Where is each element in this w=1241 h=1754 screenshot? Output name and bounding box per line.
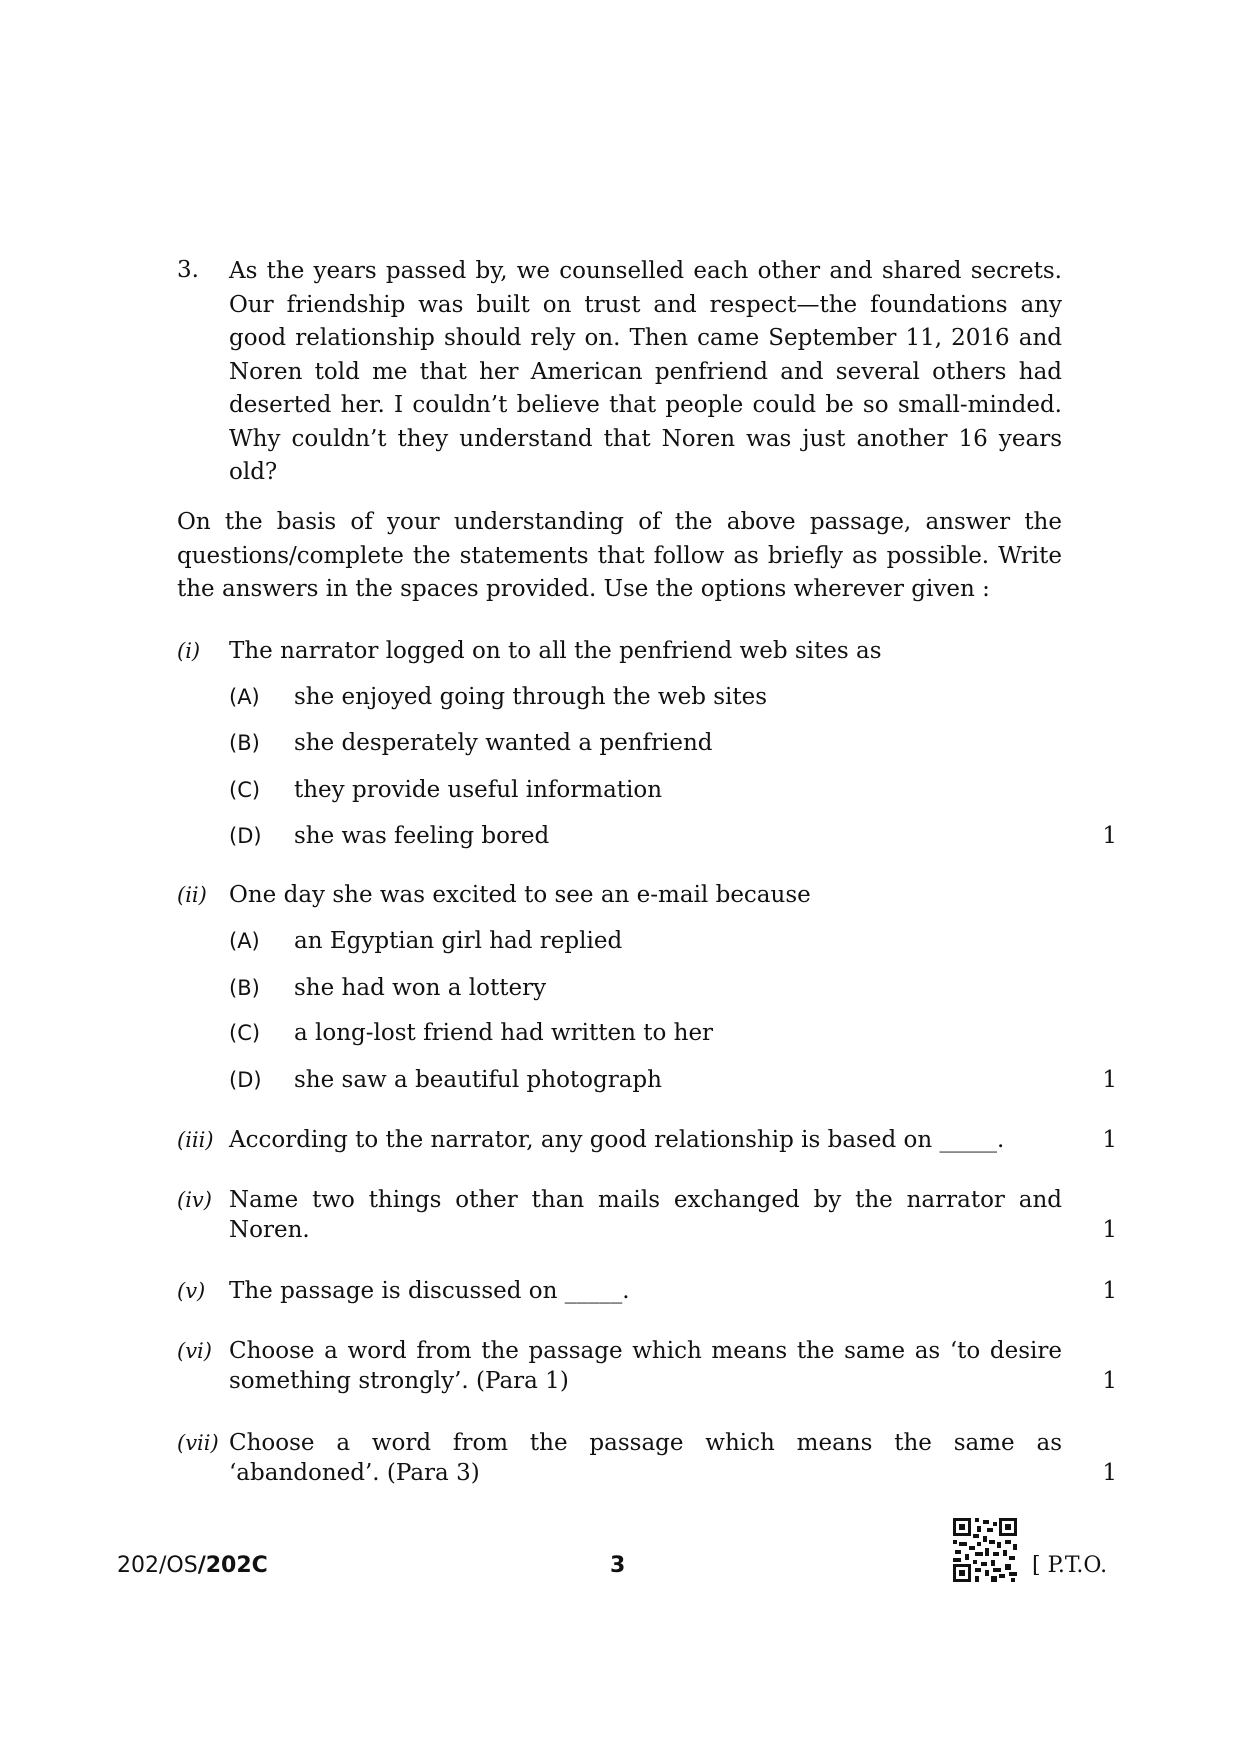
- option-label: (A): [229, 929, 260, 953]
- paper-code-prefix: 202/OS: [117, 1553, 198, 1578]
- paper-code-suffix: /202C: [197, 1553, 268, 1578]
- option-label: (B): [229, 731, 260, 755]
- option-label: (C): [229, 778, 261, 802]
- option-text: they provide useful information: [294, 777, 663, 803]
- marks: 1: [1102, 1368, 1117, 1394]
- question-number: (vii): [177, 1431, 219, 1455]
- question-text: One day she was excited to see an e-mail because: [229, 882, 811, 908]
- question-vii: [177, 1428, 1117, 1488]
- question-ii: [177, 880, 1117, 910]
- marks: 1: [1102, 1278, 1117, 1304]
- question-text: According to the narrator, any good relationship is based on _____.: [229, 1127, 1005, 1153]
- please-turn-over: [ P.T.O.: [1032, 1553, 1108, 1578]
- option-d-row: [177, 1065, 1117, 1095]
- option-text: she saw a beautiful photograph: [294, 1067, 662, 1093]
- question-text: The narrator logged on to all the penfriend web sites as: [229, 638, 882, 664]
- marks: 1: [1102, 1460, 1117, 1486]
- question-text: Name two things other than mails exchanged by the narrator and Noren.: [229, 1187, 1062, 1243]
- question-number: (iii): [177, 1128, 214, 1152]
- question-text: Choose a word from the passage which means the same as ‘abandoned’. (Para 3): [229, 1430, 1062, 1486]
- option-d-row: [177, 821, 1117, 851]
- option-text: she desperately wanted a penfriend: [294, 730, 713, 756]
- option-text: she had won a lottery: [294, 975, 547, 1001]
- question-iv: [177, 1185, 1117, 1245]
- question-number: (iv): [177, 1188, 212, 1212]
- page-number: 3: [610, 1553, 626, 1578]
- question-number: (i): [177, 639, 201, 663]
- qr-code-icon: [953, 1518, 1017, 1582]
- option-label: (B): [229, 976, 260, 1000]
- option-label: (A): [229, 685, 260, 709]
- option-text: an Egyptian girl had replied: [294, 928, 623, 954]
- option-label: (C): [229, 1021, 261, 1045]
- question-number: (ii): [177, 883, 207, 907]
- instructions: On the basis of your understanding of the above passage, answer the questions/complete the statements that follow as briefly as possible. Write the answers in the spaces provided. Use the options wherever given :: [177, 509, 1062, 602]
- option-text: a long-lost friend had written to her: [294, 1020, 714, 1046]
- marks: 1: [1102, 1067, 1117, 1093]
- paper-code: [117, 1553, 268, 1578]
- marks: 1: [1102, 1217, 1117, 1243]
- question-text: The passage is discussed on _____.: [229, 1278, 630, 1304]
- passage-paragraph: As the years passed by, we counselled each other and shared secrets. Our friendship was built on trust and respect—the foundations any good relationship should rely on. Then came September 11, 2016 and Noren told me that her American penfriend and several others had deserted her. I couldn’t believe that people could be so small-minded. Why couldn’t they understand that Noren was just another 16 years old?: [229, 258, 1062, 485]
- question-v: [177, 1276, 1117, 1306]
- question-number: (v): [177, 1279, 206, 1303]
- question-vi: [177, 1336, 1117, 1396]
- option-text: she enjoyed going through the web sites: [294, 684, 768, 710]
- marks: 1: [1102, 1127, 1117, 1153]
- question-i: [177, 636, 1117, 666]
- passage-number: 3.: [177, 257, 199, 283]
- option-text: she was feeling bored: [294, 823, 550, 849]
- question-number: (vi): [177, 1339, 212, 1363]
- option-label: (D): [229, 824, 262, 848]
- question-text: Choose a word from the passage which means the same as ‘to desire something strongly’. (Para 1): [229, 1338, 1062, 1394]
- question-iii: [177, 1125, 1117, 1155]
- option-label: (D): [229, 1068, 262, 1092]
- marks: 1: [1102, 823, 1117, 849]
